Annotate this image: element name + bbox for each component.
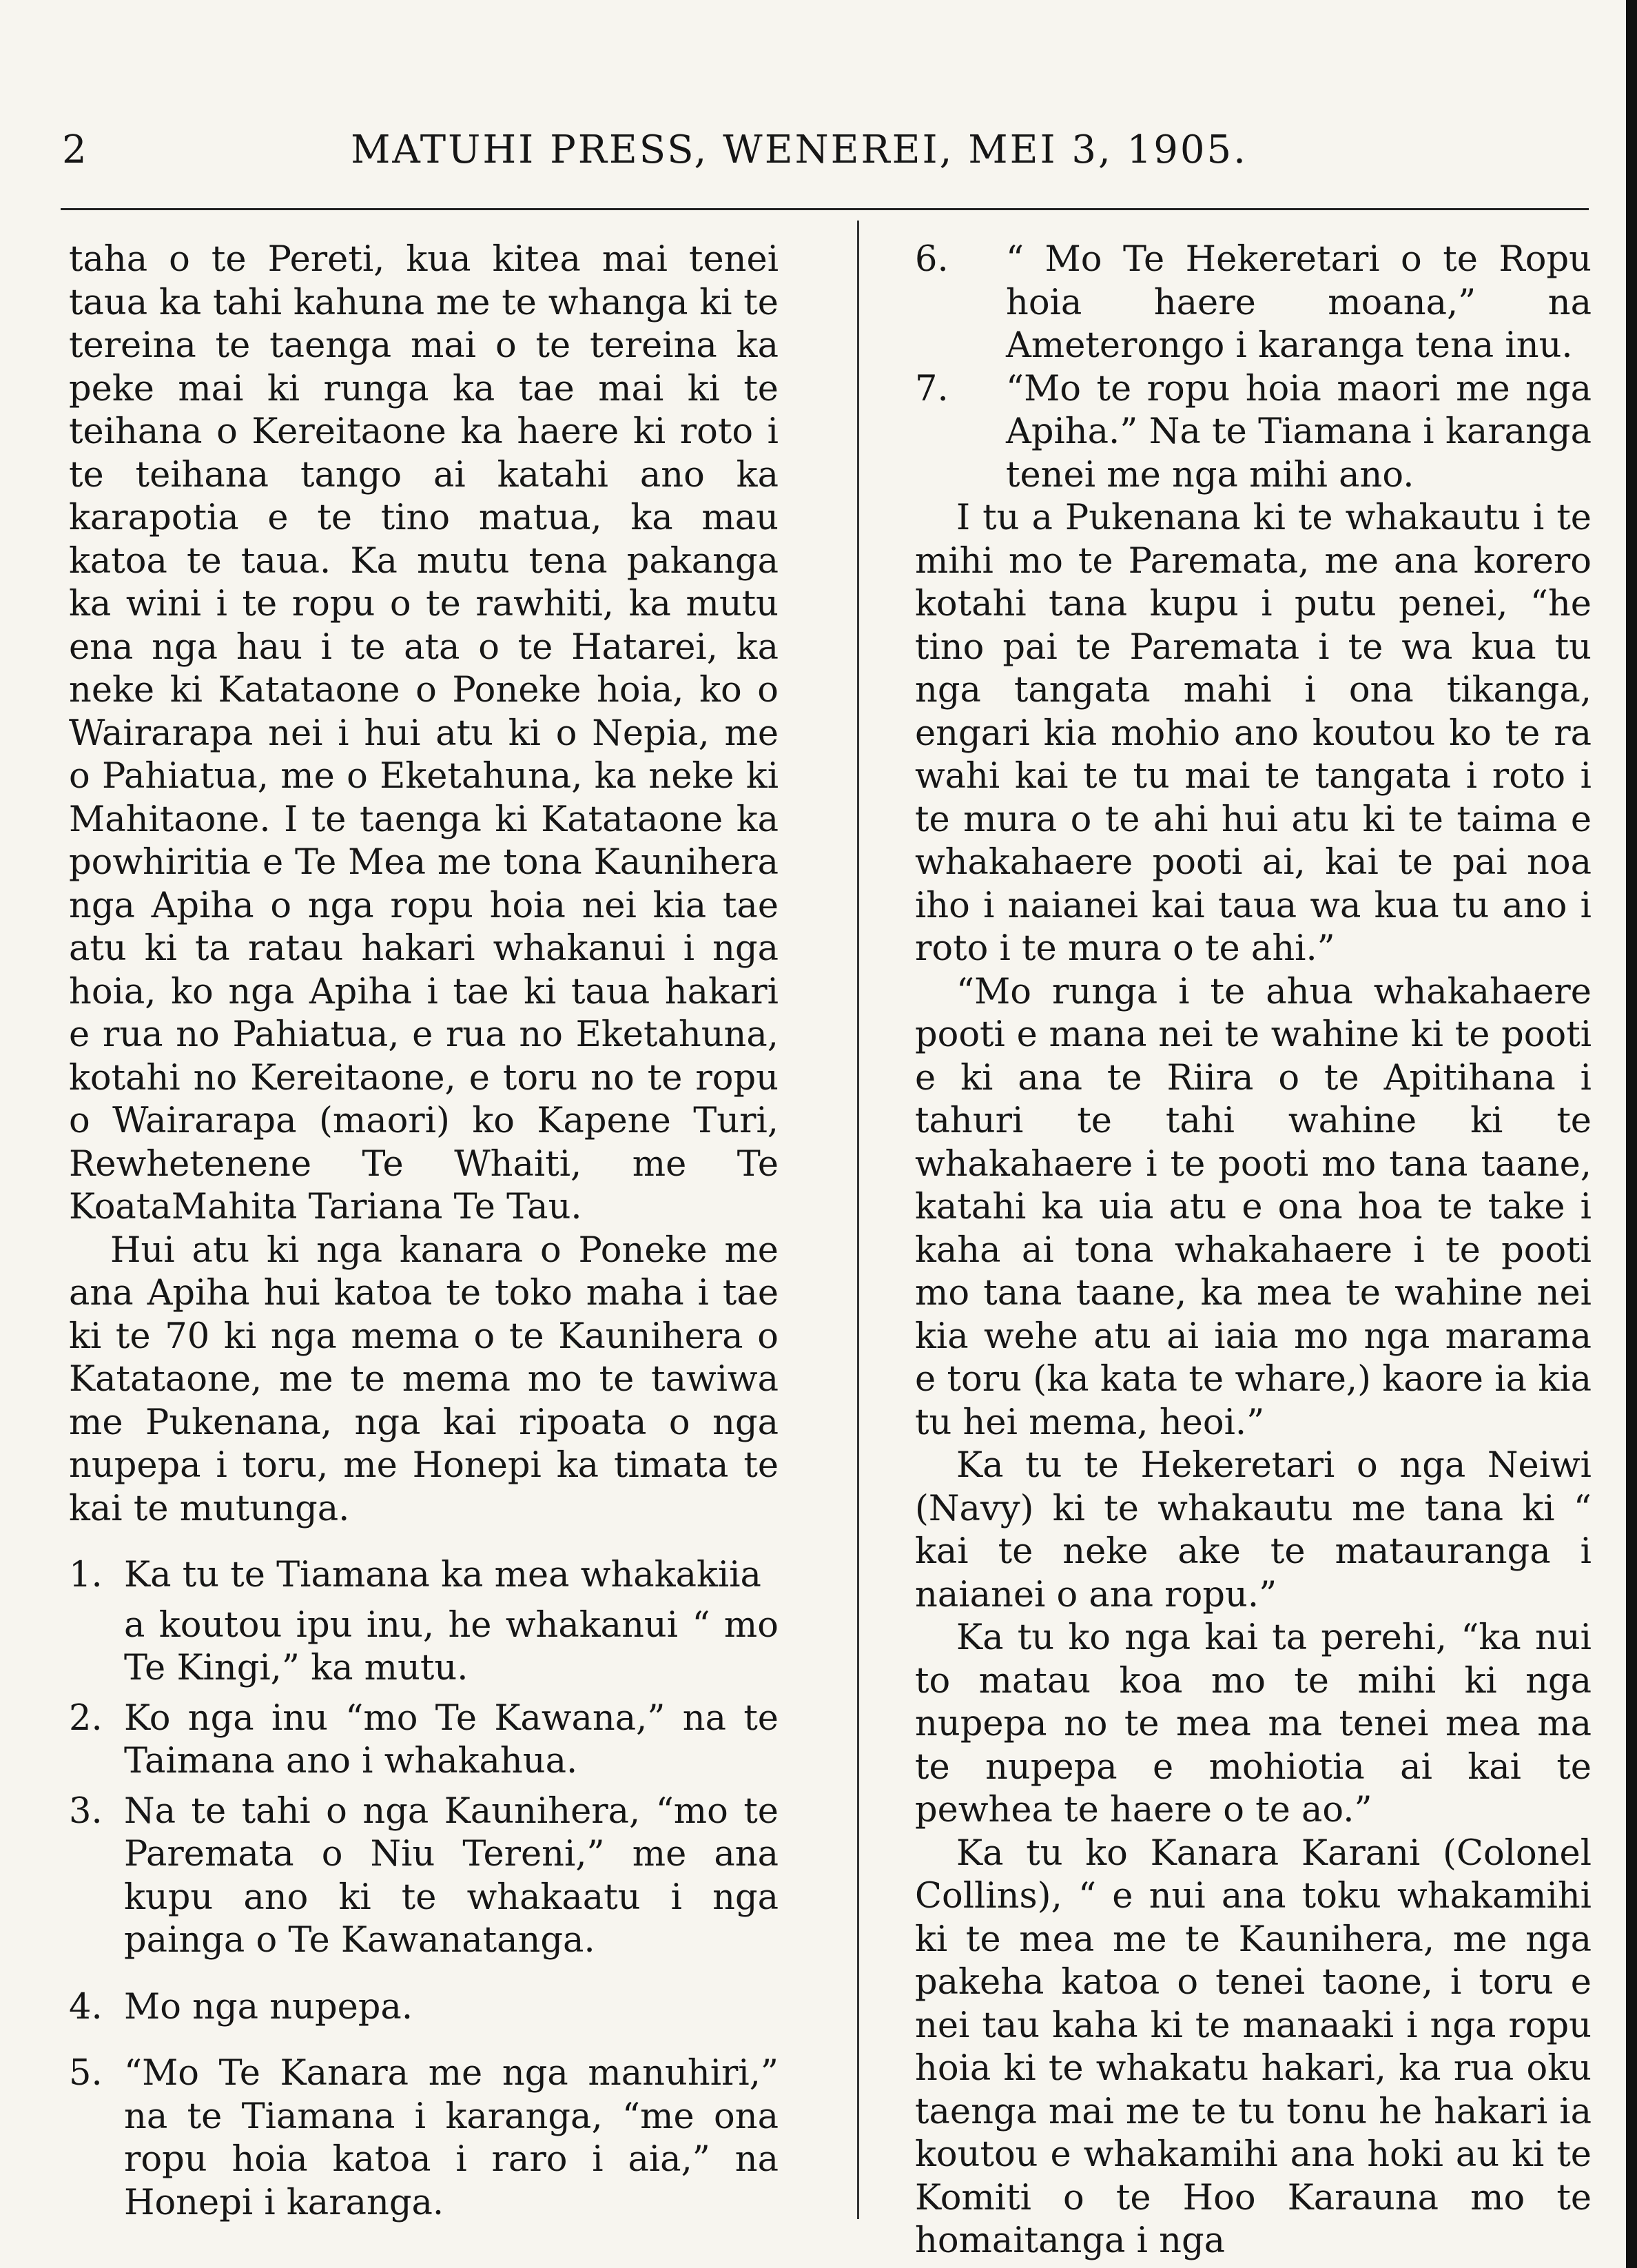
page-header [62,123,1536,178]
toast-text: “ Mo Te Hekeretari o te Ropu hoia haere moana,” na Ameterongo i karanga tena inu. [1006,239,1592,366]
toast-text: Ka tu te Tiamana ka mea whakakiia [124,1555,761,1595]
toast-item [69,1790,779,1963]
column-rule [857,221,859,2219]
masthead: MATUHI PRESS, WENEREI, MEI 3, 1905. [351,127,1248,172]
toast-number: 6. [915,239,949,280]
toast-item [69,1604,779,1690]
toast-number: 5. [69,2053,103,2094]
header-rule [61,208,1589,210]
page-number: 2 [62,127,87,172]
left-paragraph-2: Hui atu ki nga kanara o Poneke me ana Apiha hui katoa te toko maha i tae ki te 70 ki nga mema o te Kaunihera o Katataone, me te mema mo te tawiwa me Pukenana, nga kai ripoata o nga nupepa i toru, me Honepi ka timata te kai te mutunga. [69,1229,779,1529]
toast-number: 7. [915,368,949,409]
toast-item [915,238,1592,368]
left-paragraph-1: taha o te Pereti, kua kitea mai tenei taua ka tahi kahuna me te whanga ki te tereina te taenga mai o te tereina ka peke mai ki runga ka tae mai ki te teihana o Kereitaone ka haere ki roto i te teihana tango ai katahi ano ka karapotia e te tino matua, ka mau katoa te taua. Ka mutu tena pakanga ka wini i te ropu o te rawhiti, ka mutu ena nga hau i te ata o te Hatarei, ka neke ki Katataone o Poneke hoia, ko o Wairarapa nei i hui atu ki o Nepia, me o Pahiatua, me o Eketahuna, ka neke ki Mahitaone. I te taenga ki Katataone ka powhiritia e Te Mea me tona Kaunihera nga Apiha o nga ropu hoia nei kia tae atu ki ta ratau hakari whakanui i nga hoia, ko nga Apiha i tae ki taua hakari e rua no Pahiatua, e rua no Eketahuna, kotahi no Kereitaone, e toru no te ropu o Wairarapa (maori) ko Kapene Turi, Rewhetenene Te Whaiti, me Te KoataMahita Tariana Te Tau. [69,239,779,1227]
right-paragraph: Ka tu ko nga kai ta perehi, “ka nui to matau koa mo te mihi ki nga nupepa no te mea ma tenei mea ma te nupepa e mohiotia ai kai te pewhea te haere o te ao.” [915,1617,1592,1830]
toast-number: 4. [69,1986,103,2027]
toast-text: “Mo te ropu hoia maori me nga Apiha.” Na te Tiamana i karanga tenei me nga mihi ano. [1006,368,1592,496]
toast-item [915,368,1592,498]
right-paragraph: I tu a Pukenana ki te whakautu i te mihi mo te Paremata, me ana korero kotahi tana kupu i putu penei, “he tino pai te Paremata i te wa kua tu nga tangata mahi i ona tikanga, engari kia mohio ano koutou ko te ra wahi kai te tu mai te tangata i roto i te mura o te ahi hui atu ki te taima e whakahaere pooti ai, kai te pai noa iho i naianei kai taua wa kua tu ano i roto i te mura o te ahi.” [915,498,1592,969]
page-edge-shadow [1626,0,1637,2268]
toast-text: Na te tahi o nga Kaunihera, “mo te Paremata o Niu Tereni,” me ana kupu ano ki te whakaatu i nga painga o Te Kawanatanga. [124,1790,779,1961]
toast-number: 3. [69,1790,103,1832]
toast-item [69,1697,779,1784]
toast-item [69,2052,779,2225]
toast-text: a koutou ipu inu, he whakanui “ mo Te Kingi,” ka mutu. [124,1604,779,1688]
toast-text: Mo nga nupepa. [124,1986,413,2027]
toast-text: Ko nga inu “mo Te Kawana,” na te Taimana ano i whakahua. [124,1697,779,1781]
right-column [915,238,1592,2263]
right-paragraph: “Mo runga i te ahua whakahaere pooti e mana nei te wahine ki te pooti e ki ana te Riira o te Apitihana i tahuri te tahi wahine ki te whakahaere i te pooti mo tana taane, katahi ka uia atu e ona hoa te take i kaha ai tona whakahaere i te pooti mo tana taane, ka mea te wahine nei kia wehe atu ai iaia mo nga marama e toru (ka kata te whare,) kaore ia kia tu hei mema, heoi.” [915,971,1592,1443]
toast-number: 1. [69,1555,103,1595]
right-paragraph: Ka tu ko Kanara Karani (Colonel Collins), “ e nui ana toku whakamihi ki te mea me te Kaunihera, me nga pakeha katoa o tenei taone, i toru e nei tau kaha ki te manaaki i nga ropu hoia ki te whakatu hakari, ka rua oku taenga mai me te tu tonu he hakari ia koutou e whakamihi ana hoki au ki te Komiti o te Hoo Karauna mo te homaitanga i nga [915,1832,1592,2261]
toast-number: 2. [69,1697,103,1739]
left-column [69,238,779,2225]
right-paragraph: Ka tu te Hekeretari o nga Neiwi (Navy) ki te whakautu me tana ki “ kai te neke ake te matauranga i naianei o ana ropu.” [915,1445,1592,1615]
toast-item [69,1986,779,2030]
toast-text: “Mo Te Kanara me nga manuhiri,” na te Tiamana i karanga, “me ona ropu hoia katoa i raro i aia,” na Honepi i karanga. [124,2053,779,2223]
toast-item [69,1554,779,1597]
